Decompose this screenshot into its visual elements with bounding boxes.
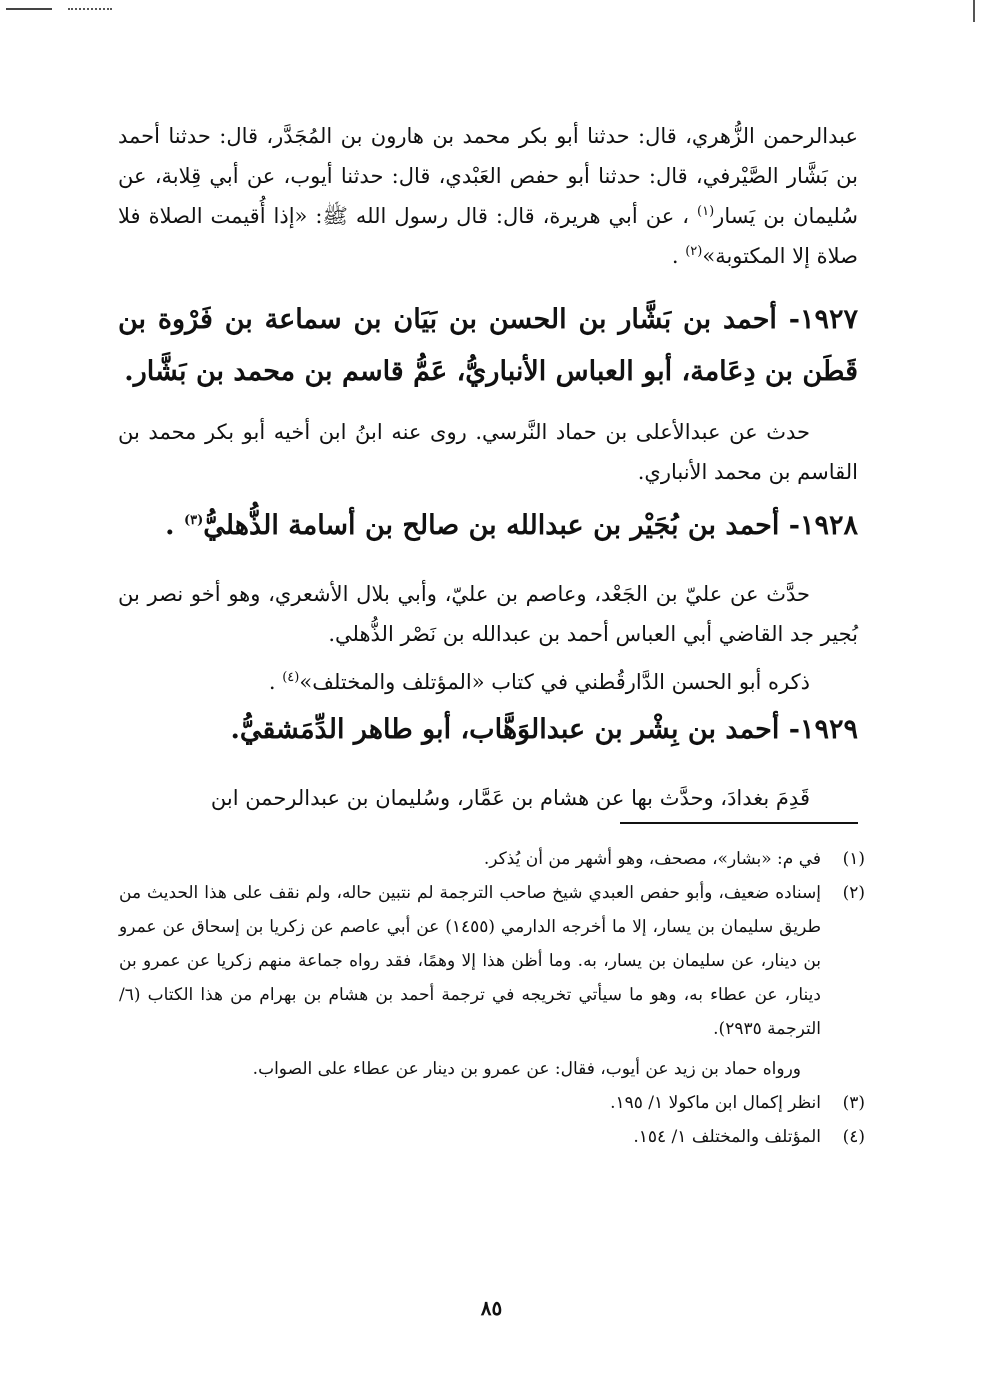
entry-title: ١٩٢٧- أحمد بن بَشَّار بن الحسن بن بَيَان بن سماعة بن فَرْوة بن قَطَن بن دِعَامة، أبو العباس الأنباريُّ، عَمُّ قاسم بن محمد بن بَشَّار. xyxy=(118,304,858,387)
body-paragraph: حدث عن عبدالأعلى بن حماد النَّرسي. روى عنه ابنُ ابن أخيه أبو بكر محمد بن القاسم بن محمد الأنباري. xyxy=(118,420,858,484)
footnote-item xyxy=(119,876,865,1046)
paragraph-text: . xyxy=(671,244,686,268)
footnote-ref: (١) xyxy=(697,204,715,219)
main-text-block-5 xyxy=(118,778,858,818)
entry-title: ١٩٢٩- أحمد بن بِشْر بن عبدالوَهَّاب، أبو طاهر الدِّمَشقيُّ. xyxy=(230,714,858,745)
main-text-block-1 xyxy=(118,116,858,276)
footnote-text: إسناده ضعيف، وأبو حفص العبدي شيخ صاحب الترجمة لم نتبين حاله، ولم نقف على هذا الحديث من طريق سليمان بن يسار، إلا ما أخرجه الدارمي (١٤٥٥) عن أبي عاصم عن زكريا بن إسحاق عن عمرو بن دينار، عن سليمان بن يسار، به. وما أظن هذا إلا وهمًا، فقد رواه جماعة منهم زكريا عن عمرو بن دينار، عن عطاء به، وهو ما سيأتي تخريجه في ترجمة أحمد بن هشام بن بهرام من هذا الكتاب (٦/ الترجمة ٢٩٣٥). xyxy=(119,883,821,1039)
footnote-divider xyxy=(620,822,858,824)
paragraph-text: عبدالرحمن الزُّهري، قال: حدثنا أبو بكر محمد بن هارون بن المُجَدَّر، قال: حدثنا أحمد بن بَشَّار الصَّيْرفي، قال: حدثنا أبو حفص العَبْدي، قال: حدثنا أيوب، عن أبي قِلابة، عن سُليمان بن يَسار xyxy=(118,124,858,228)
paragraph-text: ذكره أبو الحسن الدَّارقُطني في كتاب «المؤتلف والمختلف» xyxy=(299,670,810,694)
main-text-block-4 xyxy=(118,662,858,702)
footnote-ref: (٣) xyxy=(183,513,204,528)
footnote-item xyxy=(119,1120,865,1154)
page-number: ٨٥ xyxy=(480,1296,503,1320)
entry-title-text: . xyxy=(165,510,184,541)
footnote-ref: (٤) xyxy=(282,670,300,685)
footnote-text: في م: «بشار»، مصحف، وهو أشهر من أن يُذكر. xyxy=(483,849,821,869)
footnote-number: (٤) xyxy=(842,1127,865,1147)
scan-mark xyxy=(6,8,52,10)
entry-heading-1929 xyxy=(118,704,858,756)
footnote-item xyxy=(119,842,865,876)
footnote-number: (٣) xyxy=(842,1093,865,1113)
body-paragraph: حدَّث عن عليّ بن الجَعْد، وعاصم بن عليّ، وأبي بلال الأشعري، وهو أخو نصر بن بُجير جد القاضي أبي العباس أحمد بن عبدالله بن نَصْر الذُّهلي. xyxy=(118,582,858,646)
footnote-number: (١) xyxy=(842,849,865,869)
entry-heading-1927 xyxy=(118,294,858,398)
footnote-number: (٢) xyxy=(842,883,865,903)
paragraph-text: . xyxy=(268,670,283,694)
body-paragraph: قَدِمَ بغدادَ، وحدَّث بها عن هشام بن عَمَّار، وسُليمان بن عبدالرحمن ابن xyxy=(210,786,810,810)
paragraph-text: ، عن أبي هريرة، قال: قال رسول الله ﷺ: «إذا أُقيمت الصلاة فلا صلاة إلا المكتوبة» xyxy=(118,204,858,268)
footnote-text: المؤتلف والمختلف ١/ ١٥٤. xyxy=(633,1127,821,1147)
footnote-item xyxy=(119,1086,865,1120)
entry-heading-1928 xyxy=(118,500,858,552)
main-text-block-3 xyxy=(118,574,858,654)
footnote-text: انظر إكمال ابن ماكولا ١/ ١٩٥. xyxy=(610,1093,821,1113)
entry-title-text: ١٩٢٨- أحمد بن بُجَيْر بن عبدالله بن صالح بن أسامة الذُّهليُّ xyxy=(203,510,858,541)
entry-title xyxy=(118,500,858,552)
footnote-continuation: ورواه حماد بن زيد عن أيوب، فقال: عن عمرو بن دينار عن عطاء على الصواب. xyxy=(252,1059,801,1079)
scan-mark xyxy=(973,0,975,22)
footnote-ref: (٢) xyxy=(685,244,703,259)
main-text-block-2 xyxy=(118,412,858,492)
scan-mark xyxy=(68,8,112,10)
body-paragraph xyxy=(118,662,858,702)
footnotes-section xyxy=(119,842,865,1154)
body-paragraph xyxy=(118,116,858,276)
